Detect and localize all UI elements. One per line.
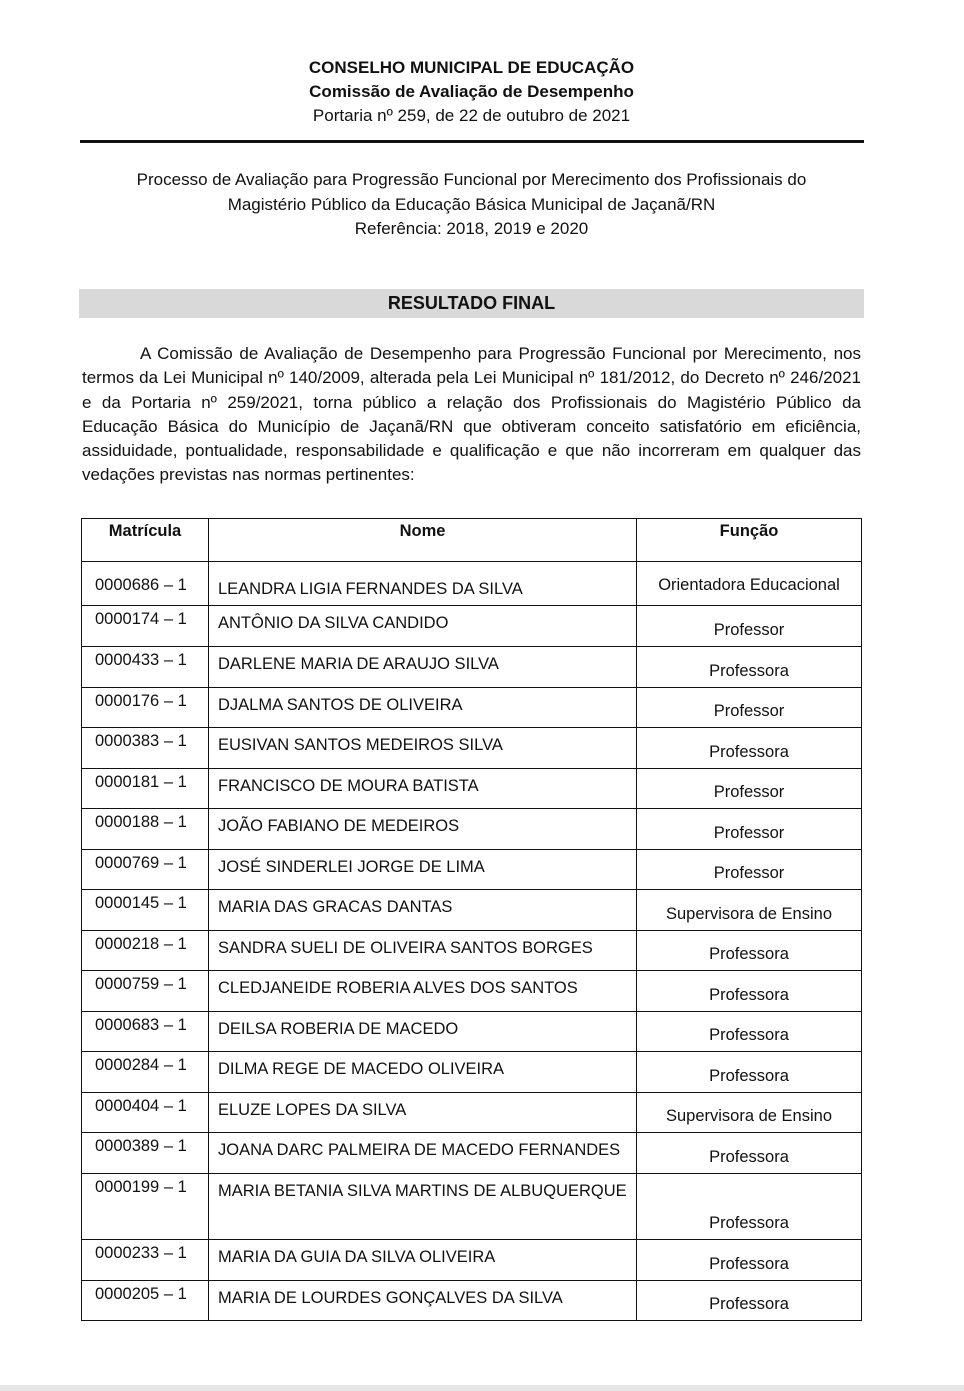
funcao-cell: Professora xyxy=(637,1240,862,1281)
matricula-cell: 0000218 – 1 xyxy=(82,931,209,971)
matricula-cell: 0000284 – 1 xyxy=(82,1052,209,1093)
funcao-cell: Orientadora Educacional xyxy=(637,562,862,606)
funcao-cell: Professor xyxy=(637,769,862,809)
section-title: RESULTADO FINAL xyxy=(79,289,864,318)
table-row xyxy=(82,1281,862,1321)
funcao-cell: Supervisora de Ensino xyxy=(637,1093,862,1133)
funcao-cell: Professora xyxy=(637,1012,862,1052)
table-row xyxy=(82,1240,862,1281)
matricula-cell: 0000233 – 1 xyxy=(82,1240,209,1281)
nome-cell: SANDRA SUELI DE OLIVEIRA SANTOS BORGES xyxy=(209,931,637,971)
table-row xyxy=(82,1133,862,1174)
matricula-cell: 0000205 – 1 xyxy=(82,1281,209,1321)
matricula-cell: 0000174 – 1 xyxy=(82,606,209,647)
table-body xyxy=(82,562,862,1321)
ordinance-line: Portaria nº 259, de 22 de outubro de 2021 xyxy=(312,106,631,125)
header-nome: Nome xyxy=(209,519,637,562)
funcao-cell: Professora xyxy=(637,1052,862,1093)
table-row xyxy=(82,890,862,931)
nome-cell: JOÃO FABIANO DE MEDEIROS xyxy=(209,809,637,850)
funcao-cell: Professora xyxy=(637,1133,862,1174)
matricula-cell: 0000769 – 1 xyxy=(82,850,209,890)
header-divider xyxy=(80,140,864,143)
nome-cell: LEANDRA LIGIA FERNANDES DA SILVA xyxy=(209,562,637,606)
intro-paragraph xyxy=(82,342,861,488)
nome-cell: EUSIVAN SANTOS MEDEIROS SILVA xyxy=(209,728,637,769)
process-line-3: Referência: 2018, 2019 e 2020 xyxy=(354,219,589,238)
results-table xyxy=(81,518,862,1321)
nome-cell: DARLENE MARIA DE ARAUJO SILVA xyxy=(209,647,637,688)
funcao-cell: Professora xyxy=(637,931,862,971)
nome-cell: MARIA BETANIA SILVA MARTINS DE ALBUQUERQUE xyxy=(209,1174,637,1240)
funcao-cell: Professor xyxy=(637,688,862,728)
matricula-cell: 0000389 – 1 xyxy=(82,1133,209,1174)
nome-cell: DILMA REGE DE MACEDO OLIVEIRA xyxy=(209,1052,637,1093)
process-line-2: Magistério Público da Educação Básica Municipal de Jaçanã/RN xyxy=(227,194,716,214)
nome-cell: FRANCISCO DE MOURA BATISTA xyxy=(209,769,637,809)
table-row xyxy=(82,809,862,850)
table-row xyxy=(82,688,862,728)
page-bottom-edge xyxy=(0,1385,964,1391)
nome-cell: ANTÔNIO DA SILVA CANDIDO xyxy=(209,606,637,647)
nome-cell: MARIA DA GUIA DA SILVA OLIVEIRA xyxy=(209,1240,637,1281)
nome-cell: MARIA DE LOURDES GONÇALVES DA SILVA xyxy=(209,1281,637,1321)
funcao-cell: Supervisora de Ensino xyxy=(637,890,862,931)
funcao-cell: Professora xyxy=(637,728,862,769)
table-row xyxy=(82,1012,862,1052)
intro-paragraph-text: A Comissão de Avaliação de Desempenho para Progressão Funcional por Merecimento, nos termos da Lei Municipal nº 140/2009, alterada pela Lei Municipal nº 181/2012, do Decreto nº 246/2021 e da Portaria nº 259/2021, torna público a relação dos Profissionais do Magistério Público da Educação Básica do Município de Jaçanã/RN que obtiveram conceito satisfatório em eficiência, assiduidade, pontualidade, responsabilidade e qualificação e que não incorreram em qualquer das vedações previstas nas normas pertinentes: xyxy=(82,344,861,485)
nome-cell: DEILSA ROBERIA DE MACEDO xyxy=(209,1012,637,1052)
table-row xyxy=(82,971,862,1012)
funcao-cell: Professora xyxy=(637,971,862,1012)
document-header xyxy=(80,56,863,128)
table-row xyxy=(82,1174,862,1240)
header-funcao: Função xyxy=(637,519,862,562)
funcao-cell: Professor xyxy=(637,850,862,890)
matricula-cell: 0000199 – 1 xyxy=(82,1174,209,1240)
matricula-cell: 0000759 – 1 xyxy=(82,971,209,1012)
table-row xyxy=(82,769,862,809)
table-row xyxy=(82,562,862,606)
table-row xyxy=(82,850,862,890)
nome-cell: MARIA DAS GRACAS DANTAS xyxy=(209,890,637,931)
matricula-cell: 0000383 – 1 xyxy=(82,728,209,769)
table-header-row xyxy=(82,519,862,562)
matricula-cell: 0000188 – 1 xyxy=(82,809,209,850)
matricula-cell: 0000181 – 1 xyxy=(82,769,209,809)
matricula-cell: 0000433 – 1 xyxy=(82,647,209,688)
nome-cell: ELUZE LOPES DA SILVA xyxy=(209,1093,637,1133)
matricula-cell: 0000176 – 1 xyxy=(82,688,209,728)
table-row xyxy=(82,1093,862,1133)
table-row xyxy=(82,606,862,647)
matricula-cell: 0000686 – 1 xyxy=(82,562,209,606)
matricula-cell: 0000404 – 1 xyxy=(82,1093,209,1133)
process-line-1: Processo de Avaliação para Progressão Funcional por Merecimento dos Profissionais do xyxy=(136,170,807,189)
table-row xyxy=(82,647,862,688)
matricula-cell: 0000683 – 1 xyxy=(82,1012,209,1052)
table-row xyxy=(82,728,862,769)
funcao-cell: Professor xyxy=(637,809,862,850)
nome-cell: JOSÉ SINDERLEI JORGE DE LIMA xyxy=(209,850,637,890)
funcao-cell: Professor xyxy=(637,606,862,647)
council-name: CONSELHO MUNICIPAL DE EDUCAÇÃO xyxy=(308,58,635,77)
nome-cell: DJALMA SANTOS DE OLIVEIRA xyxy=(209,688,637,728)
funcao-cell: Professora xyxy=(637,1174,862,1240)
funcao-cell: Professora xyxy=(637,647,862,688)
matricula-cell: 0000145 – 1 xyxy=(82,890,209,931)
commission-name: Comissão de Avaliação de Desempenho xyxy=(309,82,634,101)
nome-cell: JOANA DARC PALMEIRA DE MACEDO FERNANDES xyxy=(209,1133,637,1174)
nome-cell: CLEDJANEIDE ROBERIA ALVES DOS SANTOS xyxy=(209,971,637,1012)
header-matricula: Matrícula xyxy=(82,519,209,562)
table-row xyxy=(82,1052,862,1093)
process-description xyxy=(80,168,863,242)
funcao-cell: Professora xyxy=(637,1281,862,1321)
table-row xyxy=(82,931,862,971)
